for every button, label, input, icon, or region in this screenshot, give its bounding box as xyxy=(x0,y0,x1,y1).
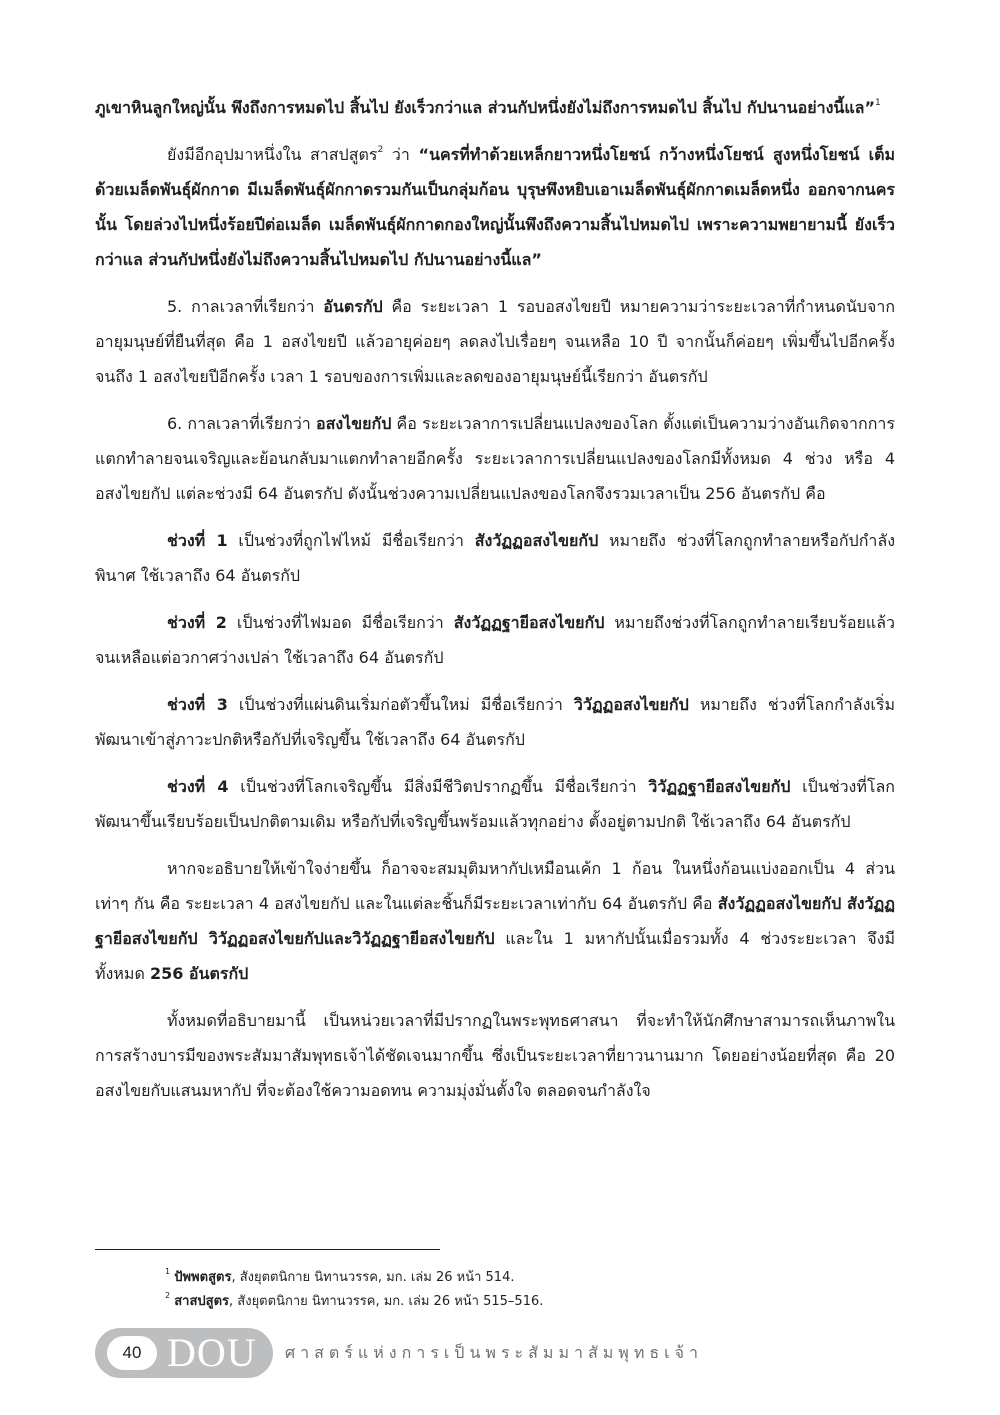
page-number: 40 xyxy=(107,1336,157,1370)
footnote-divider xyxy=(95,1249,440,1250)
quote: “นครที่ทำด้วยเหล็กยาวหนึ่งโยชน์ กว้างหนึ่งโยชน์ สูงหนึ่งโยชน์ เต็มด้วยเมล็ดพันธุ์ผักกาด มีเมล็ดพันธุ์ผักกาดรวมกันเป็นกลุ่มก้อน บุรุษพึงหยิบเอาเมล็ดพันธุ์ผักกาดเมล็ดหนึ่ง ออกจากนครนั้น โดยล่วงไปหนึ่งร้อยปีต่อเมล็ด เมล็ดพันธุ์ผักกาดกองใหญ่นั้นพึงถึงความสิ้นไปหมดไป เพราะความพยายามนี้ ยังเร็วกว่าแล ส่วนกัปหนึ่งยังไม่ถึงความสิ้นไปหมดไป กัปนานอย่างนี้แล” xyxy=(95,145,896,269)
footnote-ref-1[interactable]: 1 xyxy=(874,98,881,108)
footnote-2: $^2$ สาสปสูตร, สังยุตตนิกาย นิทานวรรค, มก. เล่ม 26 หน้า 515–516. xyxy=(165,1291,544,1309)
paragraph-1: ภูเขาหินลูกใหญ่นั้น พึงถึงการหมดไป สิ้นไป ยังเร็วกว่าแล ส่วนกัปหนึ่งยังไม่ถึงการหมดไป สิ้นไป กัปนานอย่างนี้แล”$^1$ xyxy=(95,98,881,117)
paragraph-asankheyyakappa: 6. กาลเวลาที่เรียกว่า อสงไขยกัป คือ ระยะเวลาการเปลี่ยนแปลงของโลก ตั้งแต่เป็นความว่างอันเกิดจากการแตกทำลายจนเจริญและย้อนกลับมาแตกทำลายอีกครั้ง ระยะเวลาการเปลี่ยนแปลงของโลกมีทั้งหมด 4 ช่วง หรือ 4 อสงไขยกัป แต่ละช่วงมี 64 อันตรกัป ดังนั้นช่วงความเปลี่ยนแปลงของโลกจึงรวมเวลาเป็น 256 อันตรกัป คือ xyxy=(95,414,895,503)
footnote-ref-2[interactable]: 2 xyxy=(377,145,384,155)
paragraph-summary: ทั้งหมดที่อธิบายมานี้ เป็นหน่วยเวลาที่มีปรากฏในพระพุทธศาสนา ที่จะทำให้นักศึกษาสามารถเห็นภาพในการสร้างบารมีของพระสัมมาสัมพุทธเจ้าได้ชัดเจนมากขึ้น ซึ่งเป็นระยะเวลาที่ยาวนานมาก โดยอย่างน้อยที่สุด คือ 20 อสงไขยกับแสนมหากัป ที่จะต้องใช้ความอดทน ความมุ่งมั่นตั้งใจ ตลอดจนกำลังใจ xyxy=(95,1011,895,1100)
page-footer xyxy=(95,1328,895,1378)
page-body xyxy=(95,90,895,1120)
paragraph-antarakappa: 5. กาลเวลาที่เรียกว่า อันตรกัป คือ ระยะเวลา 1 รอบอสงไขยปี หมายความว่าระยะเวลาที่กำหนดนับจากอายุมนุษย์ที่ยืนที่สุด คือ 1 อสงไขยปี แล้วอายุค่อยๆ ลดลงไปเรื่อยๆ จนเหลือ 10 ปี จากนั้นก็ค่อยๆ เพิ่มขึ้นไปอีกครั้งจนถึง 1 อสงไขยปีอีกครั้ง เวลา 1 รอบของการเพิ่มและลดของอายุมนุษย์นี้เรียกว่า อันตรกัป xyxy=(95,297,896,386)
footnote-1: $^1$ ปัพพตสูตร, สังยุตตนิกาย นิทานวรรค, มก. เล่ม 26 หน้า 514. xyxy=(165,1267,515,1285)
term-antarakappa: อันตรกัป xyxy=(323,297,383,316)
paragraph-phase-4: ช่วงที่ 4 เป็นช่วงที่โลกเจริญขึ้น มีสิ่งมีชีวิตปรากฏขึ้น มีชื่อเรียกว่า วิวัฏฏฐายีอสงไขยกัป เป็นช่วงที่โลกพัฒนาขึ้นเรียบร้อยเป็นปกติตามเดิม หรือกัปที่เจริญขึ้นพร้อมแล้วทุกอย่าง ตั้งอยู่ตามปกติ ใช้เวลาถึง 64 อันตรกัป xyxy=(95,777,895,831)
paragraph-phase-3: ช่วงที่ 3 เป็นช่วงที่แผ่นดินเริ่มก่อตัวขึ้นใหม่ มีชื่อเรียกว่า วิวัฏฏอสงไขยกัป หมายถึง ช่วงที่โลกกำลังเริ่มพัฒนาเข้าสู่ภาวะปกติหรือกัปที่เจริญขึ้น ใช้เวลาถึง 64 อันตรกัป xyxy=(95,695,896,749)
footer-badge xyxy=(95,1328,273,1378)
dou-logo: DOU xyxy=(167,1330,257,1375)
running-title: ศาสตร์แห่งการเป็นพระสัมมาสัมพุทธเจ้า xyxy=(285,1343,703,1362)
footnotes xyxy=(165,1266,865,1314)
paragraph-2: ยังมีอีกอุปมาหนึ่งใน สาสปสูตร$^2$ ว่า “นครที่ทำด้วยเหล็กยาวหนึ่งโยชน์ กว้างหนึ่งโยชน์ สูงหนึ่งโยชน์ เต็มด้วยเมล็ดพันธุ์ผักกาด มีเมล็ดพันธุ์ผักกาดรวมกันเป็นกลุ่มก้อน บุรุษพึงหยิบเอาเมล็ดพันธุ์ผักกาดเมล็ดหนึ่ง ออกจากนครนั้น โดยล่วงไปหนึ่งร้อยปีต่อเมล็ด เมล็ดพันธุ์ผักกาดกองใหญ่นั้นพึงถึงความสิ้นไปหมดไป เพราะความพยายามนี้ ยังเร็วกว่าแล ส่วนกัปหนึ่งยังไม่ถึงความสิ้นไปหมดไป กัปนานอย่างนี้แล” xyxy=(95,145,896,269)
term-asankheyyakappa: อสงไขยกัป xyxy=(315,414,392,433)
paragraph-cake-analogy: หากจะอธิบายให้เข้าใจง่ายขึ้น ก็อาจจะสมมุติมหากัปเหมือนเค้ก 1 ก้อน ในหนึ่งก้อนแบ่งออกเป็น 4 ส่วนเท่าๆ กัน คือ ระยะเวลา 4 อสงไขยกัป และในแต่ละชิ้นก็มีระยะเวลาเท่ากับ 64 อันตรกัป คือ สังวัฏฏอสงไขยกัป สังวัฏฏฐายีอสงไขยกัป วิวัฏฏอสงไขยกัปและวิวัฏฏฐายีอสงไขยกัป และใน 1 มหากัปนั้นเมื่อรวมทั้ง 4 ช่วงระยะเวลา จึงมีทั้งหมด 256 อันตรกัป xyxy=(95,859,896,983)
paragraph-phase-1: ช่วงที่ 1 เป็นช่วงที่ถูกไฟไหม้ มีชื่อเรียกว่า สังวัฏฏอสงไขยกัป หมายถึง ช่วงที่โลกถูกทำลายหรือกัปกำลังพินาศ ใช้เวลาถึง 64 อันตรกัป xyxy=(95,531,896,585)
paragraph-phase-2: ช่วงที่ 2 เป็นช่วงที่ไฟมอด มีชื่อเรียกว่า สังวัฏฏฐายีอสงไขยกัป หมายถึงช่วงที่โลกถูกทำลายเรียบร้อยแล้ว จนเหลือแต่อวกาศว่างเปล่า ใช้เวลาถึง 64 อันตรกัป xyxy=(95,613,896,667)
